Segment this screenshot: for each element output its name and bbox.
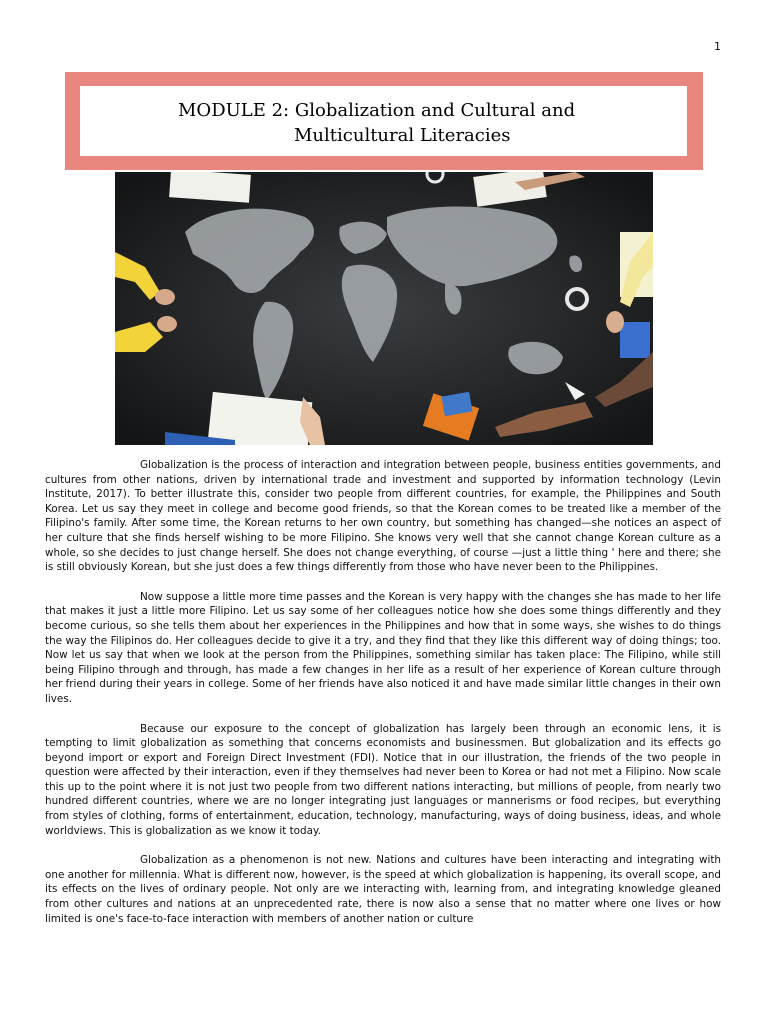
module-title-line-2: Multicultural Literacies: [294, 125, 511, 146]
paragraph: Because our exposure to the concept of globalization has largely been through an economic lens, it is tempting to limit globalization as something that concerns economists and businessmen. But globalization and its effects go beyond import or export and Foreign Direct Investment (FDI). Notice that in our illustration, the friends of the two people in question were affected by their interaction, even if they themselves had never been to Korea or had not met a Filipino. Now scale this up to the point where it is not just two people from two different nations interacting, but millions of people, from nearly two hundred different countries, where we are no longer integrating just languages or mannerisms or food recipes, but everything from styles of clothing, forms of entertainment, education, technology, manufacturing, ways of doing business, ideas, and whole worldviews. This is globalization as we know it today.: [45, 722, 721, 837]
hand: [606, 311, 624, 333]
hand: [157, 316, 177, 332]
paragraph: Now suppose a little more time passes and the Korean is very happy with the changes she has made to her life that makes it just a little more Filipino. Let us say some of her colleagues notice how she does some things differently and they become curious, so she tells them about her experiences in the Philippines and how that in some ways, she wishes to do things the way the Filipinos do. Her colleagues decide to give it a try, and they find that they like this different way of doing things; too. Now let us say that when we look at the person from the Philippines, something similar has taken place: The Filipino, while still being Filipino through and through, has made a few changes in her life as a result of her experience of Korean culture through her friend during their years in college. Some of her friends have also noticed it and have made similar little changes in their own lives.: [45, 590, 721, 705]
module-title-banner: [65, 72, 703, 170]
world-map-illustration: [115, 172, 653, 445]
paragraph: Globalization as a phenomenon is not new. Nations and cultures have been interacting and integrating with one another for millennia. What is different now, however, is the speed at which globalization is happening, its overall scope, and its effects on the lives of ordinary people. Not only are we interacting with, learning from, and integrating knowledge gleaned from other cultures and nations at an unprecedented rate, there is now also a sense that no matter where one lives or how limited is one's face-to-face interaction with members of another nation or culture: [45, 854, 721, 925]
blue-folder: [620, 322, 650, 358]
module-title-box: [80, 86, 687, 156]
page-number: 1: [714, 40, 721, 53]
article-body: [45, 458, 721, 941]
module-title-line-1: MODULE 2: Globalization and Cultural and: [178, 100, 576, 121]
hand: [155, 289, 175, 305]
paragraph: Globalization is the process of interaction and integration between people, business entities governments, and cultures from other nations, driven by international trade and investment and supported by information technology (Levin Institute, 2017). To better illustrate this, consider two people from different countries, for example, the Philippines and South Korea. Let us say they meet in college and become good friends, so that the Korean comes to be treated like a member of the Filipino's family. After some time, the Korean returns to her own country, but something has changed—she notices an aspect of her culture that she finds herself wishing to be more Filipino. She knows very well that she cannot change Korean culture as a whole, so she decides to just change herself. She does not change everything, of course —just a little thing ' here and there; she is still obviously Korean, but she just does a few things differently from those who have never been to the Philippines.: [45, 459, 721, 574]
world-map-team-photo: [115, 172, 653, 445]
